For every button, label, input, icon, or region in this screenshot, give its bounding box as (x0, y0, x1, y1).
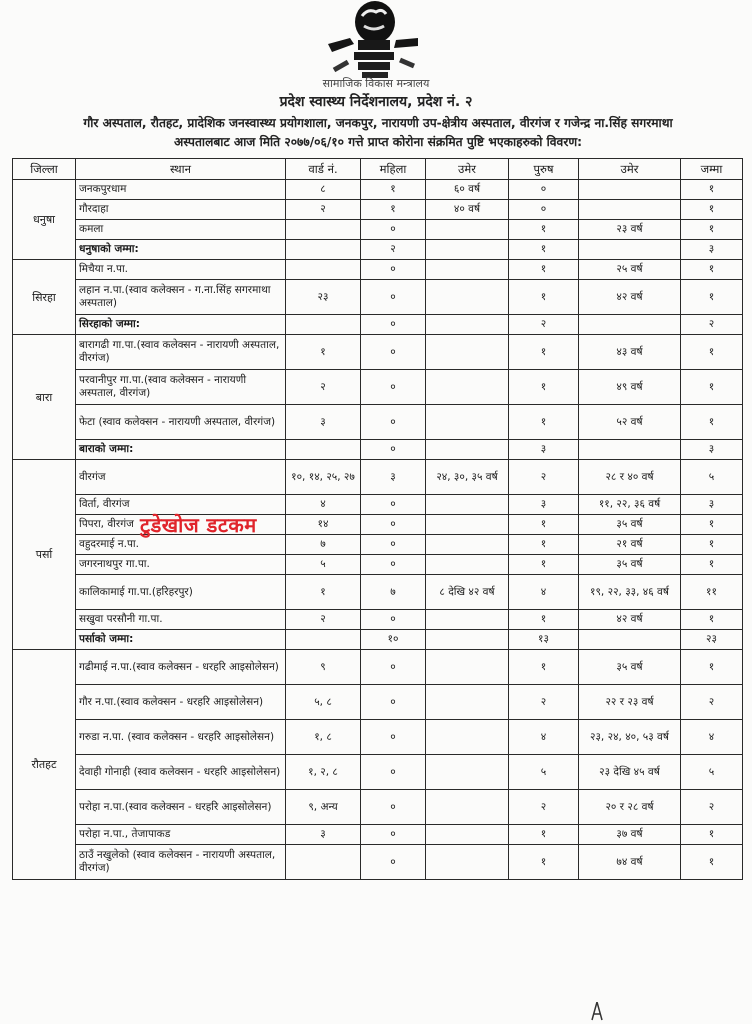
place-cell: बारागढी गा.पा.(स्वाव कलेक्सन - नारायणी अस्पताल, वीरगंज) (76, 335, 286, 370)
female-age-cell (426, 685, 509, 720)
male-age-cell: ११, २२, ३६ वर्ष (579, 495, 681, 515)
table-row (13, 495, 743, 515)
ward-cell: ९, अन्य (286, 790, 361, 825)
male-age-cell (579, 180, 681, 200)
ward-cell: १, २, ८ (286, 755, 361, 790)
place-cell: पिपरा, वीरगंज (76, 515, 286, 535)
female-age-cell (426, 610, 509, 630)
subtotal-male: १ (509, 240, 579, 260)
subtotal-female: १० (361, 630, 426, 650)
male-age-cell (579, 440, 681, 460)
male-age-cell: २२ र २३ वर्ष (579, 685, 681, 720)
total-cell: ३ (681, 495, 743, 515)
female-cell: ० (361, 335, 426, 370)
place-cell: ठाउँ नखुलेको (स्वाव कलेक्सन - नारायणी अस्पताल, वीरगंज) (76, 845, 286, 880)
place-cell: परवानीपुर गा.पा.(स्वाव कलेक्सन - नारायणी अस्पताल, वीरगंज) (76, 370, 286, 405)
male-cell: ५ (509, 755, 579, 790)
ward-cell: १४ (286, 515, 361, 535)
place-cell: कमला (76, 220, 286, 240)
col-female-age: उमेर (426, 159, 509, 180)
male-age-cell: ४२ वर्ष (579, 610, 681, 630)
female-cell: ० (361, 535, 426, 555)
female-cell: ० (361, 720, 426, 755)
total-cell: १ (681, 200, 743, 220)
subtotal-row (13, 240, 743, 260)
female-age-cell (426, 845, 509, 880)
table-row (13, 555, 743, 575)
subtotal-female: २ (361, 240, 426, 260)
female-age-cell (426, 755, 509, 790)
subtotal-total: २ (681, 315, 743, 335)
female-age-cell: ४० वर्ष (426, 200, 509, 220)
ward-cell: ७ (286, 535, 361, 555)
male-age-cell: २३ वर्ष (579, 220, 681, 240)
table-row (13, 720, 743, 755)
male-cell: २ (509, 790, 579, 825)
table-row (13, 405, 743, 440)
place-cell: फेटा (स्वाव कलेक्सन - नारायणी अस्पताल, वीरगंज) (76, 405, 286, 440)
female-cell: १ (361, 180, 426, 200)
ward-cell (286, 845, 361, 880)
ward-cell: २ (286, 370, 361, 405)
female-cell: ० (361, 650, 426, 685)
ward-cell: ९ (286, 650, 361, 685)
female-cell: १ (361, 200, 426, 220)
watermark-text: टुडेखोज डटकम (140, 513, 257, 537)
table-row (13, 180, 743, 200)
subtotal-male: २ (509, 315, 579, 335)
table-row (13, 220, 743, 240)
ward-cell (286, 315, 361, 335)
male-age-cell (579, 630, 681, 650)
ward-cell (286, 220, 361, 240)
male-cell: १ (509, 280, 579, 315)
total-cell: १ (681, 555, 743, 575)
ward-cell (286, 240, 361, 260)
male-cell: १ (509, 220, 579, 240)
female-cell: ० (361, 405, 426, 440)
table-header-row (13, 159, 743, 180)
female-age-cell (426, 315, 509, 335)
female-cell: ० (361, 845, 426, 880)
total-cell: १ (681, 845, 743, 880)
place-cell: परोहा न.पा.(स्वाव कलेक्सन - धरहरि आइसोलेसन) (76, 790, 286, 825)
table-row (13, 280, 743, 315)
male-age-cell: ४९ वर्ष (579, 370, 681, 405)
table-row (13, 370, 743, 405)
male-cell: ० (509, 180, 579, 200)
district-cell: बारा (13, 335, 76, 460)
male-cell: १ (509, 370, 579, 405)
female-cell: ० (361, 260, 426, 280)
female-age-cell (426, 280, 509, 315)
male-cell: २ (509, 685, 579, 720)
female-cell: ० (361, 610, 426, 630)
place-cell: गढीमाई न.पा.(स्वाव कलेक्सन - धरहरि आइसोलेसन) (76, 650, 286, 685)
female-age-cell: ६० वर्ष (426, 180, 509, 200)
district-cell: रौतहट (13, 650, 76, 880)
male-cell: १ (509, 405, 579, 440)
female-cell: ० (361, 370, 426, 405)
total-cell: ११ (681, 575, 743, 610)
table-row (13, 610, 743, 630)
male-cell: १ (509, 610, 579, 630)
total-cell: ५ (681, 460, 743, 495)
place-cell: गरुडा न.पा. (स्वाव कलेक्सन - धरहरि आइसोलेसन) (76, 720, 286, 755)
female-cell: ० (361, 495, 426, 515)
female-age-cell (426, 630, 509, 650)
col-total: जम्मा (681, 159, 743, 180)
ward-cell: ८ (286, 180, 361, 200)
intro-line-1: गौर अस्पताल, रौतहट, प्रादेशिक जनस्वास्थ्य प्रयोगशाला, जनकपुर, नारायणी उप-क्षेत्रीय अस्पताल, वीरगंज र गजेन्द्र ना.सिंह सगरमाथा (83, 116, 673, 130)
cases-table (12, 158, 743, 880)
total-cell: २ (681, 685, 743, 720)
male-cell: १ (509, 825, 579, 845)
subtotal-total: ३ (681, 240, 743, 260)
table-row (13, 260, 743, 280)
place-cell: लहान न.पा.(स्वाव कलेक्सन - ग.ना.सिंह सगरमाथा अस्पताल) (76, 280, 286, 315)
female-age-cell (426, 260, 509, 280)
total-cell: १ (681, 220, 743, 240)
female-age-cell: ८ देखि ४२ वर्ष (426, 575, 509, 610)
female-age-cell (426, 515, 509, 535)
place-cell: जनकपुरधाम (76, 180, 286, 200)
table-row (13, 755, 743, 790)
male-age-cell: २५ वर्ष (579, 260, 681, 280)
male-age-cell (579, 200, 681, 220)
total-cell: ५ (681, 755, 743, 790)
female-cell: ० (361, 685, 426, 720)
male-cell: २ (509, 460, 579, 495)
table-row (13, 535, 743, 555)
total-cell: १ (681, 335, 743, 370)
ward-cell: ३ (286, 405, 361, 440)
ward-cell: ५ (286, 555, 361, 575)
male-age-cell: ७४ वर्ष (579, 845, 681, 880)
male-cell: १ (509, 555, 579, 575)
place-cell: विर्ता, वीरगंज (76, 495, 286, 515)
ward-cell: २ (286, 200, 361, 220)
place-cell: परोहा न.पा., तेजापाकड (76, 825, 286, 845)
female-cell: ० (361, 220, 426, 240)
ward-cell (286, 440, 361, 460)
total-cell: १ (681, 650, 743, 685)
male-age-cell: २३, २४, ४०, ५३ वर्ष (579, 720, 681, 755)
place-cell: मिचैया न.पा. (76, 260, 286, 280)
col-district: जिल्ला (13, 159, 76, 180)
table-row (13, 825, 743, 845)
total-cell: १ (681, 280, 743, 315)
subtotal-row (13, 315, 743, 335)
subtotal-label: पर्साको जम्मा: (76, 630, 286, 650)
male-age-cell (579, 240, 681, 260)
subtotal-male: ३ (509, 440, 579, 460)
ward-cell: ४ (286, 495, 361, 515)
ward-cell (286, 260, 361, 280)
subtotal-female: ० (361, 315, 426, 335)
female-age-cell (426, 720, 509, 755)
male-cell: १ (509, 535, 579, 555)
male-cell: १ (509, 845, 579, 880)
male-age-cell (579, 315, 681, 335)
ward-cell: १, ८ (286, 720, 361, 755)
subtotal-total: ३ (681, 440, 743, 460)
table-row (13, 650, 743, 685)
female-cell: ० (361, 790, 426, 825)
female-age-cell (426, 240, 509, 260)
table-row (13, 460, 743, 495)
ward-cell (286, 630, 361, 650)
male-cell: ० (509, 200, 579, 220)
table-row (13, 790, 743, 825)
male-age-cell: १९, २२, ३३, ४६ वर्ष (579, 575, 681, 610)
col-place: स्थान (76, 159, 286, 180)
report-intro (16, 114, 740, 152)
male-age-cell: २३ देखि ४५ वर्ष (579, 755, 681, 790)
ward-cell: २ (286, 610, 361, 630)
female-cell: ० (361, 280, 426, 315)
female-age-cell (426, 495, 509, 515)
total-cell: ४ (681, 720, 743, 755)
male-cell: १ (509, 515, 579, 535)
district-cell: पर्सा (13, 460, 76, 650)
place-cell: गौर न.पा.(स्वाव कलेक्सन - धरहरि आइसोलेसन) (76, 685, 286, 720)
male-cell: ३ (509, 495, 579, 515)
subtotal-label: धनुषाको जम्मा: (76, 240, 286, 260)
female-age-cell (426, 405, 509, 440)
subtotal-female: ० (361, 440, 426, 460)
male-age-cell: २८ र ४० वर्ष (579, 460, 681, 495)
female-cell: ० (361, 755, 426, 790)
total-cell: १ (681, 535, 743, 555)
pen-mark-icon (590, 1002, 604, 1022)
col-female: महिला (361, 159, 426, 180)
total-cell: १ (681, 405, 743, 440)
place-cell: गौरदाहा (76, 200, 286, 220)
total-cell: १ (681, 825, 743, 845)
total-cell: १ (681, 610, 743, 630)
male-age-cell: ४३ वर्ष (579, 335, 681, 370)
male-age-cell: ५२ वर्ष (579, 405, 681, 440)
total-cell: २ (681, 790, 743, 825)
female-age-cell (426, 440, 509, 460)
subtotal-male: १३ (509, 630, 579, 650)
subtotal-label: सिरहाको जम्मा: (76, 315, 286, 335)
female-age-cell (426, 555, 509, 575)
male-cell: १ (509, 260, 579, 280)
female-age-cell: २४, ३०, ३५ वर्ष (426, 460, 509, 495)
ward-cell: २३ (286, 280, 361, 315)
col-male: पुरुष (509, 159, 579, 180)
subtotal-total: २३ (681, 630, 743, 650)
male-cell: ४ (509, 575, 579, 610)
male-age-cell: २० र २८ वर्ष (579, 790, 681, 825)
col-male-age: उमेर (579, 159, 681, 180)
place-cell: वहुदरमाई न.पा. (76, 535, 286, 555)
male-cell: ४ (509, 720, 579, 755)
male-age-cell: ३५ वर्ष (579, 555, 681, 575)
place-cell: देवाही गोनाही (स्वाव कलेक्सन - धरहरि आइसोलेसन) (76, 755, 286, 790)
total-cell: १ (681, 370, 743, 405)
ward-cell: ५, ८ (286, 685, 361, 720)
subtotal-row (13, 630, 743, 650)
subtotal-row (13, 440, 743, 460)
female-cell: ७ (361, 575, 426, 610)
total-cell: १ (681, 180, 743, 200)
ministry-name: सामाजिक विकास मन्त्रालय (322, 77, 430, 90)
place-cell: कालिकामाई गा.पा.(हरिहरपुर) (76, 575, 286, 610)
female-age-cell (426, 790, 509, 825)
table-row (13, 685, 743, 720)
place-cell: जगरनाथपुर गा.पा. (76, 555, 286, 575)
female-cell: ० (361, 555, 426, 575)
total-cell: १ (681, 260, 743, 280)
female-cell: ३ (361, 460, 426, 495)
table-row (13, 335, 743, 370)
table-row (13, 515, 743, 535)
ward-cell: १ (286, 575, 361, 610)
directorate-title: प्रदेश स्वास्थ्य निर्देशनालय, प्रदेश नं. २ (279, 94, 473, 110)
male-cell: १ (509, 335, 579, 370)
district-cell: धनुषा (13, 180, 76, 260)
total-cell: १ (681, 515, 743, 535)
male-age-cell: ३५ वर्ष (579, 515, 681, 535)
subtotal-label: बाराको जम्मा: (76, 440, 286, 460)
female-age-cell (426, 335, 509, 370)
female-age-cell (426, 825, 509, 845)
table-row (13, 845, 743, 880)
ward-cell: १ (286, 335, 361, 370)
ward-cell: ३ (286, 825, 361, 845)
female-age-cell (426, 535, 509, 555)
male-cell: १ (509, 650, 579, 685)
place-cell: सखुवा परसौनी गा.पा. (76, 610, 286, 630)
female-age-cell (426, 220, 509, 240)
table-row (13, 200, 743, 220)
table-row (13, 575, 743, 610)
male-age-cell: ३५ वर्ष (579, 650, 681, 685)
district-cell: सिरहा (13, 260, 76, 335)
ward-cell: १०, १४, २५, २७ (286, 460, 361, 495)
female-age-cell (426, 650, 509, 685)
female-cell: ० (361, 515, 426, 535)
col-ward: वार्ड नं. (286, 159, 361, 180)
male-age-cell: ३७ वर्ष (579, 825, 681, 845)
female-cell: ० (361, 825, 426, 845)
male-age-cell: २१ वर्ष (579, 535, 681, 555)
male-age-cell: ४२ वर्ष (579, 280, 681, 315)
place-cell: वीरगंज (76, 460, 286, 495)
female-age-cell (426, 370, 509, 405)
intro-line-2: अस्पतालबाट आज मिति २०७७/०६/१० गत्ते प्राप्त कोरोना संक्रमित पुष्टि भएकाहरुको विवरण: (174, 135, 582, 149)
